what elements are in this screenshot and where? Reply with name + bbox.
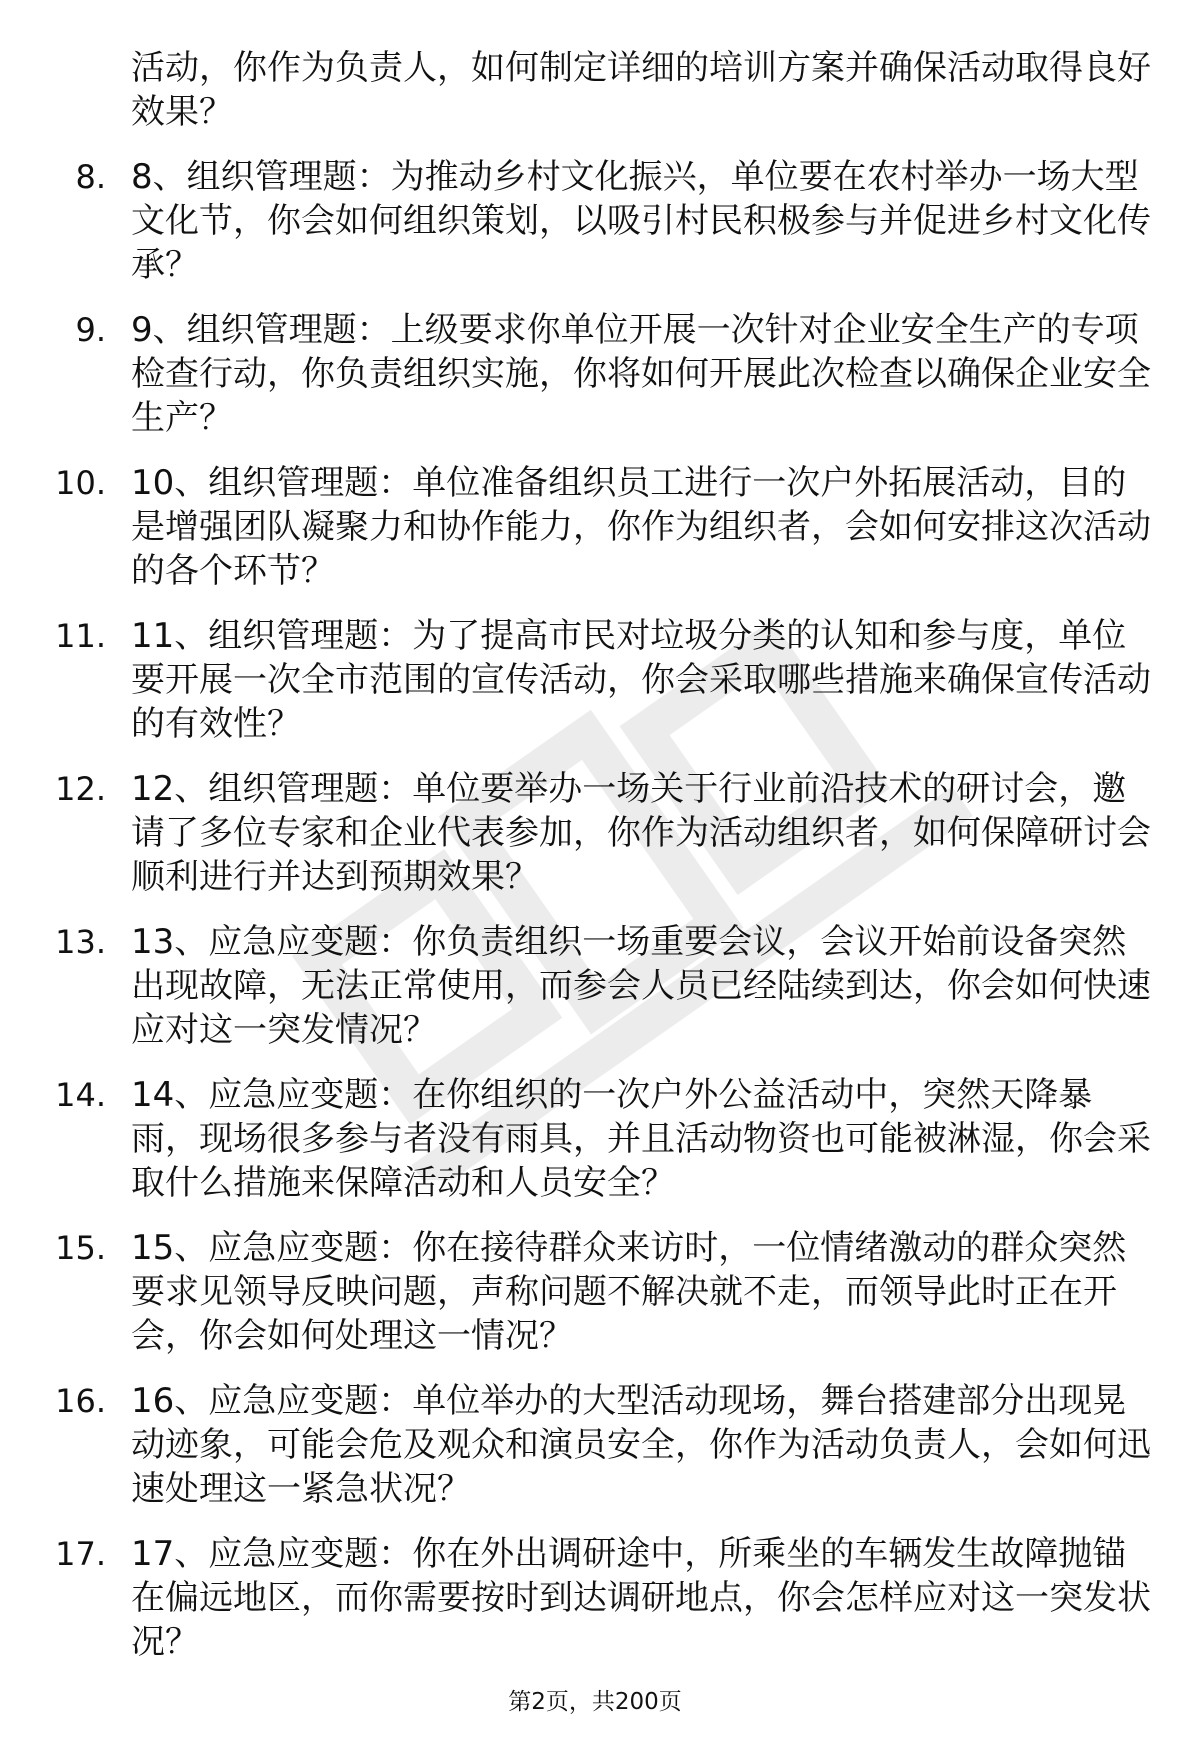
question-text: 13、应急应变题：你负责组织一场重要会议，会议开始前设备突然出现故障，无法正常使用，而参会人员已经陆续到达，你会如何快速应对这一突发情况？ <box>131 922 1151 1050</box>
question-number: 10. <box>55 464 106 502</box>
question-list-section <box>0 46 1190 1685</box>
list-item <box>0 767 1190 899</box>
list-item <box>0 614 1190 746</box>
question-text: 15、应急应变题：你在接待群众来访时，一位情绪激动的群众突然要求见领导反映问题，声称问题不解决就不走，而领导此时正在开会，你会如何处理这一情况？ <box>131 1228 1127 1356</box>
question-number: 14. <box>55 1076 106 1114</box>
question-text: 10、组织管理题：单位准备组织员工进行一次户外拓展活动，目的是增强团队凝聚力和协作能力，你作为组织者，会如何安排这次活动的各个环节？ <box>131 463 1151 591</box>
question-number: 9. <box>75 311 106 349</box>
question-text: 14、应急应变题：在你组织的一次户外公益活动中，突然天降暴雨，现场很多参与者没有雨具，并且活动物资也可能被淋湿，你会采取什么措施来保障活动和人员安全？ <box>131 1075 1151 1203</box>
list-item <box>0 920 1190 1052</box>
list-item <box>0 308 1190 440</box>
list-item <box>0 1226 1190 1358</box>
list-item <box>0 155 1190 287</box>
question-text: 17、应急应变题：你在外出调研途中，所乘坐的车辆发生故障抛锚在偏远地区，而你需要按时到达调研地点，你会怎样应对这一突发状况？ <box>131 1534 1151 1662</box>
question-text: 12、组织管理题：单位要举办一场关于行业前沿技术的研讨会，邀请了多位专家和企业代表参加，你作为活动组织者，如何保障研讨会顺利进行并达到预期效果？ <box>131 769 1151 897</box>
question-number: 8. <box>75 158 106 196</box>
question-number: 17. <box>55 1535 106 1573</box>
question-number: 15. <box>55 1229 106 1267</box>
question-number: 12. <box>55 770 106 808</box>
question-number: 13. <box>55 923 106 961</box>
question-text: 16、应急应变题：单位举办的大型活动现场，舞台搭建部分出现晃动迹象，可能会危及观众和演员安全，你作为活动负责人，会如何迅速处理这一紧急状况？ <box>131 1381 1151 1509</box>
list-item <box>0 1532 1190 1664</box>
list-item <box>0 461 1190 593</box>
page-footer: 第2页，共200页 <box>508 1689 682 1715</box>
question-text: 9、组织管理题：上级要求你单位开展一次针对企业安全生产的专项检查行动，你负责组织实施，你将如何开展此次检查以确保企业安全生产？ <box>131 310 1151 438</box>
list-item <box>0 1379 1190 1511</box>
question-text: 8、组织管理题：为推动乡村文化振兴，单位要在农村举办一场大型文化节，你会如何组织策划，以吸引村民积极参与并促进乡村文化传承？ <box>131 157 1151 285</box>
continuation-text: 活动，你作为负责人，如何制定详细的培训方案并确保活动取得良好效果？ <box>131 48 1151 132</box>
question-number: 16. <box>55 1382 106 1420</box>
list-item <box>0 1073 1190 1205</box>
question-list <box>0 155 1190 1664</box>
question-number: 11. <box>55 617 106 655</box>
question-text: 11、组织管理题：为了提高市民对垃圾分类的认知和参与度，单位要开展一次全市范围的宣传活动，你会采取哪些措施来确保宣传活动的有效性？ <box>131 616 1151 744</box>
